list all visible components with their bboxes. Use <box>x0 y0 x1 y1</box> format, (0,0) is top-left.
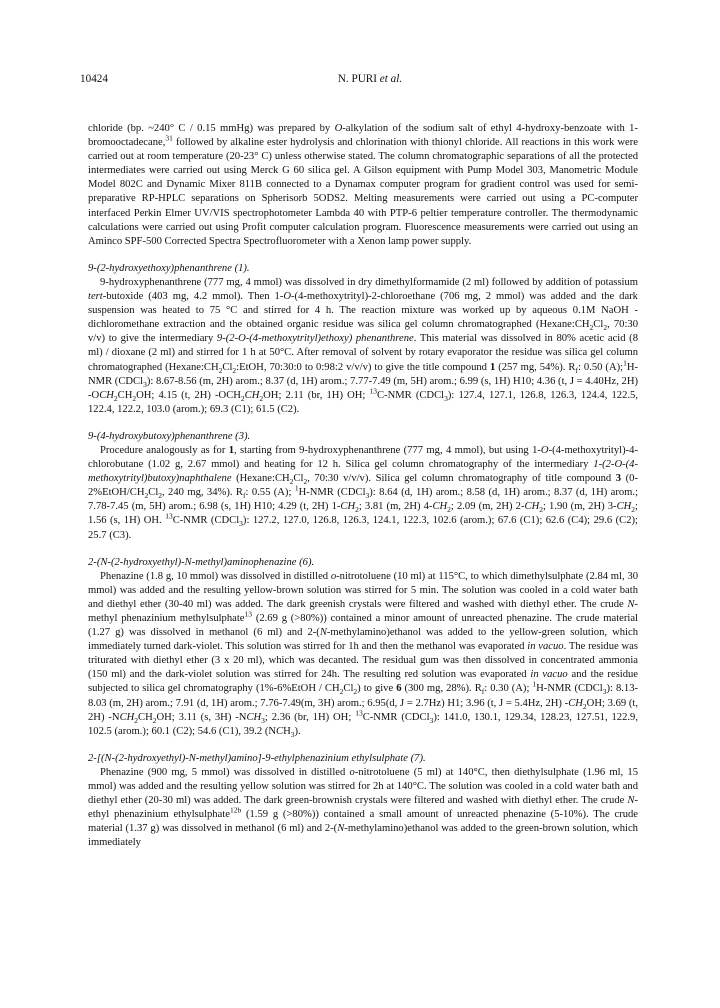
section-text-compound-6: Phenazine (1.8 g, 10 mmol) was dissolved in distilled o-nitrotoluene (10 ml) at 115°C, to which dimethylsulphate (2.84 ml, 30 mmol) was added and the resulting yellow-brown solution was stirred for 5 min. The solution was cooled in a cold water bath and diethyl ether (30-40 ml) was added. The dark greenish crystals were filtered and washed with diethyl ether. The crude N-methyl phenazinium methylsulphate$^{13}$ (2.69 g (>80%)) contained a minor amount of unreacted phenazine. The crude material (1.27 g) was dissolved in methanol (6 ml) and 2-(N-methylamino)ethanol was added to the yellow-green solution, which immediately turned dark-violet. This solution was stirred for 1h and then the methanol was evaporated in vacuo. The residue was triturated with diethyl ether (3 x 20 ml), which was decanted. The residual gum was then dissolved in concentrated ammonia (150 ml) and the dark-violet solution was stirred for 24h. The resulting red solution was evaporated in vacuo and the residue subjected to silica gel chromatography (1%-6%EtOH / $CH_2Cl_2$) to give 6 (300 mg, 28%). $R_f$: 0.30 (A); $^1$H-NMR (CDCl$_3$): 8.13-8.03 (m, 2H) arom.; 7.91 (d, 1H) arom.; 7.76-7.49(m, 3H) arom.; 6.95(d, J = 2.7Hz) H1; 3.96 (t, J = 5.4Hz, 2H) $-CH_2OH$; 3.69 (t, 2H) $-NCH_2CH_2OH$; 3.11 (s, 3H) $-NCH_3$; 2.36 (br, 1H) OH; $^{13}$C-NMR (CDCl$_3$): 141.0, 130.1, 129.34, 128.23, 127.51, 122.9, 102.5 (arom.); 60.1 (C2); 54.6 (C1), 39.2 $(NCH_3)$. <box>88 570 639 739</box>
section-heading-compound-7: 2-[(N-(2-hydroxyethyl)-N-methyl)amino]-9-ethylphenazinium ethylsulphate (7). <box>88 752 426 764</box>
page-number: 10424 <box>80 73 108 85</box>
section-text-compound-7: Phenazine (900 mg, 5 mmol) was dissolved in distilled o-nitrotoluene (5 ml) at 140°C, then diethylsulphate (1.96 ml, 15 mmol) was added and the resulting yellow solution was stirred for 2h at 140°C. The solution was cooled in a cold water bath and diethyl ether (20-30 ml) was added. The dark green-brownish crystals were filtered and washed with diethyl ether. The crude N-ethyl phenazinium ethylsulphate$^{12b}$ (1.59 g (>80%)) contained a small amount of unreacted phenazine (5-10%). The crude material (1.37 g) was dissolved in methanol (6 ml) and 2-(N-methylamino)ethanol was added to the green-brown solution, which immediately <box>88 766 638 849</box>
section-text-compound-3: Procedure analogously as for 1, starting from 9-hydroxyphenanthrene (777 mg, 4 mmol), but using 1-O-(4-methoxytrityl)-4-chlorobutane (1.02 g, 2.67 mmol) and heating for 12 h. Silica gel column chromatography of the intermediary 1-(2-O-(4-methoxytrityl)butoxy)naphthalene ($Hexane:CH_2Cl_2$, 70:30 v/v/v). Silica gel column chromatography of title compound 3 ($0-2\%EtOH/CH_2Cl_2$, 240 mg, 34%). $R_f$: 0.55 (A); $^1$H-NMR (CDCl$_3$): 8.64 (d, 1H) arom.; 8.58 (d, 1H) arom.; 8.37 (d, 1H) arom.; 7.78-7.45 (m, 5H) arom.; 6.98 (s, 1H) H10; 4.29 (t, 2H) $1-CH_2$; 3.81 (m, 2H) $4-CH_2$; 2.09 (m, 2H) $2-CH_2$; 1.90 (m, 2H) $3-CH_2$; 1.56 (s, 1H) OH. $^{13}$C-NMR (CDCl$_3$): 127.2, 127.0, 126.8, 126.3, 124.1, 122.3, 102.6 (arom.); 67.6 (C1); 62.6 (C4); 29.6 (C2); 25.7 (C3). <box>88 444 639 541</box>
running-authors: N. PURI et al. <box>337 73 403 85</box>
section-heading-compound-3: 9-(4-hydroxybutoxy)phenanthrene (3). <box>88 430 251 442</box>
section-heading-compound-1: 9-(2-hydroxyethoxy)phenanthrene (1). <box>88 262 250 274</box>
running-header <box>80 73 660 89</box>
section-text-compound-1: 9-hydroxyphenanthrene (777 mg, 4 mmol) was dissolved in dry dimethylformamide (2 ml) followed by addition of potassium tert-butoxide (403 mg, 4.2 mmol). Then 1-O-(4-methoxytrityl)-2-chloroethane (706 mg, 2 mmol) was added and the dark suspension was heated to 75 °C and stirred for 4 h. The reaction mixture was worked up by aqueous 0.1M NaOH - dichloromethane extraction and the obtained organic residue was silica gel column chromatographed ($Hexane:CH_2Cl_2$, 70:30 v/v) to give the intermediary 9-(2-O-(4-methoxytrityl)ethoxy) phenanthrene. This material was dissolved in 80% acetic acid (8 ml) / dioxane (2 ml) and stirred for 1 h at 50°C. After removal of solvent by rotary evaporator the residue was silica gel column chromatographed ($Hexane:CH_2Cl_2:EtOH$, 70:30:0 to 0:98:2 v/v/v) to give the title compound 1 (257 mg, 54%). $R_f$: 0.50 (A);$^1$H-NMR (CDCl$_3$): 8.67-8.56 (m, 2H) arom.; 8.37 (d, 1H) arom.; 7.77-7.49 (m, 5H) arom.; 6.99 (s, 1H) H10; 4.36 (t, J = 4.40Hz, 2H) $-OCH_2CH_2OH$; 4.15 (t, 2H) $-OCH_2CH_2OH$; 2.11 (br, 1H) OH; $^{13}$C-NMR (CDCl$_3$): 127.4, 127.1, 126.8, 126.3, 124.4, 122.5, 122.4, 122.2, 103.0 (arom.); 69.3 (C1); 61.5 (C2). <box>88 276 639 415</box>
intro-paragraph: chloride (bp. ~240° C / 0.15 mmHg) was prepared by O-alkylation of the sodium salt of ethyl 4-hydroxy-benzoate with 1-bromooctadecane,$^{31}$ followed by alkaline ester hydrolysis and chlorination with thionyl chloride. All reactions in this work were carried out at room temperature (20-23° C) unless otherwise stated. The column chromatographic separations of all the protected intermediates were carried out using Merck G 60 silica gel. A Gilson equipment with Pump Model 303, Manometric Module Model 802C and Dynamic Mixer 811B connected to a Dynamax computer program for gradient control was used for semi-preparative RP-HPLC separations on Spherisorb 5ODS2. Melting measurements were carried out using a PC-computer interfaced Perkin Elmer UV/VIS spectrophotometer Lambda 40 with PTP-6 peltier temperature controller. The thermodynamic calculations were carried out using Profit computer calculation program. Fluorescence measurements were carried out using an Aminco SPF-500 Corrected Spectra Spectrofluorometer with a Xenon lamp power supply. <box>88 123 638 247</box>
article-body <box>88 122 638 851</box>
section-heading-compound-6: 2-(N-(2-hydroxyethyl)-N-methyl)aminophenazine (6). <box>88 556 315 568</box>
